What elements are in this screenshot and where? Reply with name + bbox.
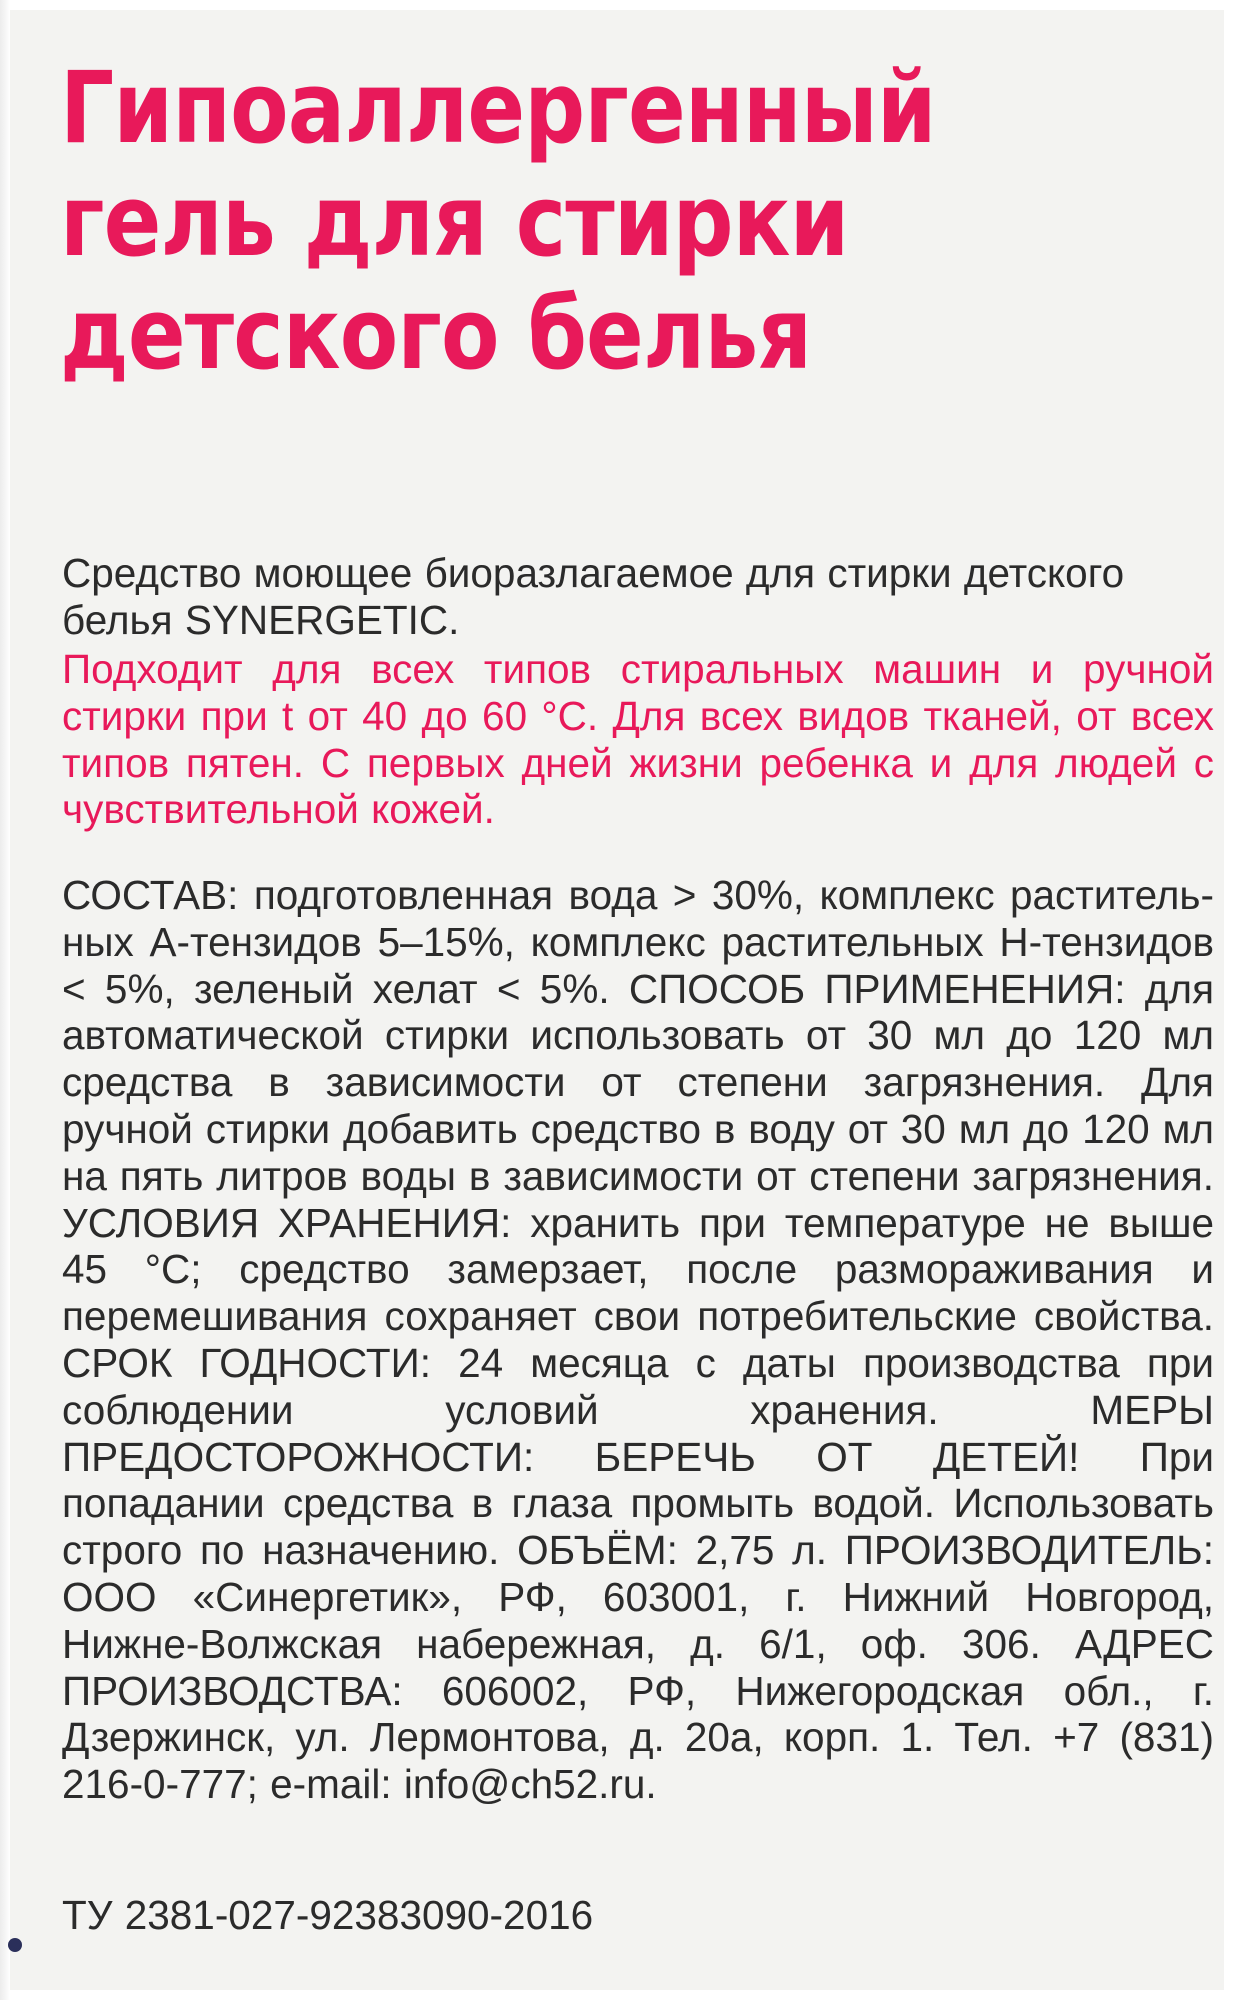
left-edge-shadow — [0, 0, 10, 2000]
print-mark — [8, 1938, 22, 1952]
product-title — [60, 52, 1049, 391]
product-label — [10, 10, 1224, 1990]
composition-and-instructions: СОСТАВ: подготовленная вода > 30%, комплекс растительных А-тензидов 5–15%, комплекс растительных Н-тензидов < 5%, зеленый хелат < 5%. СПОСОБ ПРИМЕНЕНИЯ: для автоматической стирки использовать от 30 мл до 120 мл средства в зависимости от степени загрязнения. Для ручной стирки добавить средство в воду от 30 мл до 120 мл на пять литров воды в зависимости от степени загрязнения. УСЛОВИЯ ХРАНЕНИЯ: хранить при температуре не выше 45 °С; средство замерзает, после размораживания и перемешивания сохраняет свои потребительские свойства. СРОК ГОДНОСТИ: 24 месяца с даты производства при соблюдении условий хранения. МЕРЫ ПРЕДОСТОРОЖНОСТИ: БЕРЕЧЬ ОТ ДЕТЕЙ! При попадании средства в глаза промыть водой. Использовать строго по назначению. ОБЪЁМ: 2,75 л. ПРОИЗВОДИТЕЛЬ: ООО «Синергетик», РФ, 603001, г. Нижний Новгород, Нижне-Волжская набережная, д. 6/1, оф. 306. АДРЕС ПРОИЗВОДСТВА: 606002, РФ, Нижегородская обл., г. Дзержинск, ул. Лермонтова, д. 20а, корп. 1. Тел. +7 (831) 216-0-777; e-mail: info@ch52.ru. — [62, 872, 1214, 1808]
title-line-2: гель для стирки — [60, 164, 849, 279]
product-description: Средство моющее биоразлагаемое для стирки детского белья SYNERGETIC. — [62, 550, 1125, 643]
title-line-3: детского белья — [60, 277, 812, 392]
technical-specification-code: ТУ 2381-027-92383090-2016 — [62, 1892, 594, 1938]
title-line-1: Гипоаллергенный — [60, 51, 936, 166]
usage-highlight: Подходит для всех типов стиральных машин и ручной стирки при t от 40 до 60 °С. Для всех видов тканей, от всех типов пятен. С первых дней жизни ребенка и для людей с чувствительной кожей. — [62, 646, 1214, 833]
